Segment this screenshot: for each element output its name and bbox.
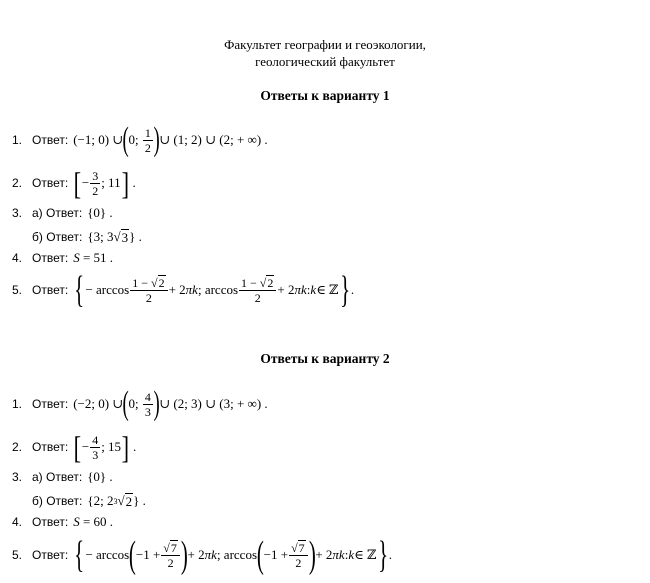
answer-formula: [ − $\frac{3}{2}$ ; 11 ] . (73, 165, 136, 201)
answer-label: Ответ: (32, 397, 69, 411)
answer-formula: {3; 3√ 3 } . (87, 229, 142, 245)
header-line-2: геологический факультет (255, 54, 395, 69)
answer-label: Ответ: (32, 515, 69, 529)
v1-answer-4 (12, 243, 113, 273)
answer-label: а) Ответ: (32, 470, 83, 484)
answer-number: 4. (12, 251, 23, 265)
answer-number: 1. (12, 397, 23, 411)
answer-number: 3. (12, 206, 23, 220)
answer-number: 5. (12, 548, 23, 562)
answer-formula: { − arccos $\frac{1 - √2}{2}$ + 2 πk ; arccos $\frac{1 - √2}{2}$ + 2 πk : k ∈ ℤ } . (74, 269, 355, 311)
answer-formula: [ − $\frac{4}{3}$ ; 15 ] . (73, 429, 137, 465)
answer-label: б) Ответ: (32, 494, 83, 508)
header-line-1: Факультет географии и геоэкологии, (224, 37, 426, 52)
answer-number: 4. (12, 515, 23, 529)
answer-number: 3. (12, 470, 23, 484)
v2-answer-2 (12, 429, 137, 465)
v1-answer-5 (12, 269, 355, 311)
answer-label: Ответ: (32, 440, 69, 454)
answer-label: б) Ответ: (32, 230, 83, 244)
v1-answer-1 (12, 121, 268, 158)
answer-label: Ответ: (32, 548, 69, 562)
answer-formula: S = 60 . (73, 514, 114, 529)
v2-answer-5 (12, 534, 392, 576)
answer-label: Ответ: (32, 176, 69, 190)
answer-label: Ответ: (32, 283, 69, 297)
v1-answer-2 (12, 165, 136, 201)
answer-number: 2. (12, 440, 23, 454)
v2-answer-4 (12, 507, 113, 537)
answer-label: Ответ: (32, 251, 69, 265)
answer-number: 2. (12, 176, 23, 190)
variant-2-title: Ответы к варианту 2 (260, 351, 390, 366)
answer-formula: {2; 2 3 √ 2 } . (87, 493, 146, 509)
answer-formula: { − arccos ( −1 + $\frac{√7}{2}$ ) + 2 πk ; arccos ( −1 + $\frac{√7}{2}$ ) + 2 πk : k ∈ ℤ } . (74, 534, 392, 576)
answer-formula: (−2; 0) ∪ ( 0; $\frac{4}{3}$ ) ∪ (2; 3) ∪ (3; + ∞) . (73, 385, 268, 422)
answer-formula: S = 51 . (73, 250, 114, 265)
variant-1-title: Ответы к варианту 1 (260, 88, 390, 103)
answer-formula: {0} . (87, 469, 113, 484)
answer-label: а) Ответ: (32, 206, 83, 220)
answer-number: 5. (12, 283, 23, 297)
answer-number: 1. (12, 133, 23, 147)
answer-formula: (−1; 0) ∪ ( 0; $\frac{1}{2}$ ) ∪ (1; 2) ∪ (2; + ∞) . (73, 121, 268, 158)
page-header (0, 36, 650, 70)
v2-answer-1 (12, 385, 268, 422)
answer-formula: {0} . (87, 205, 113, 220)
answer-label: Ответ: (32, 133, 69, 147)
